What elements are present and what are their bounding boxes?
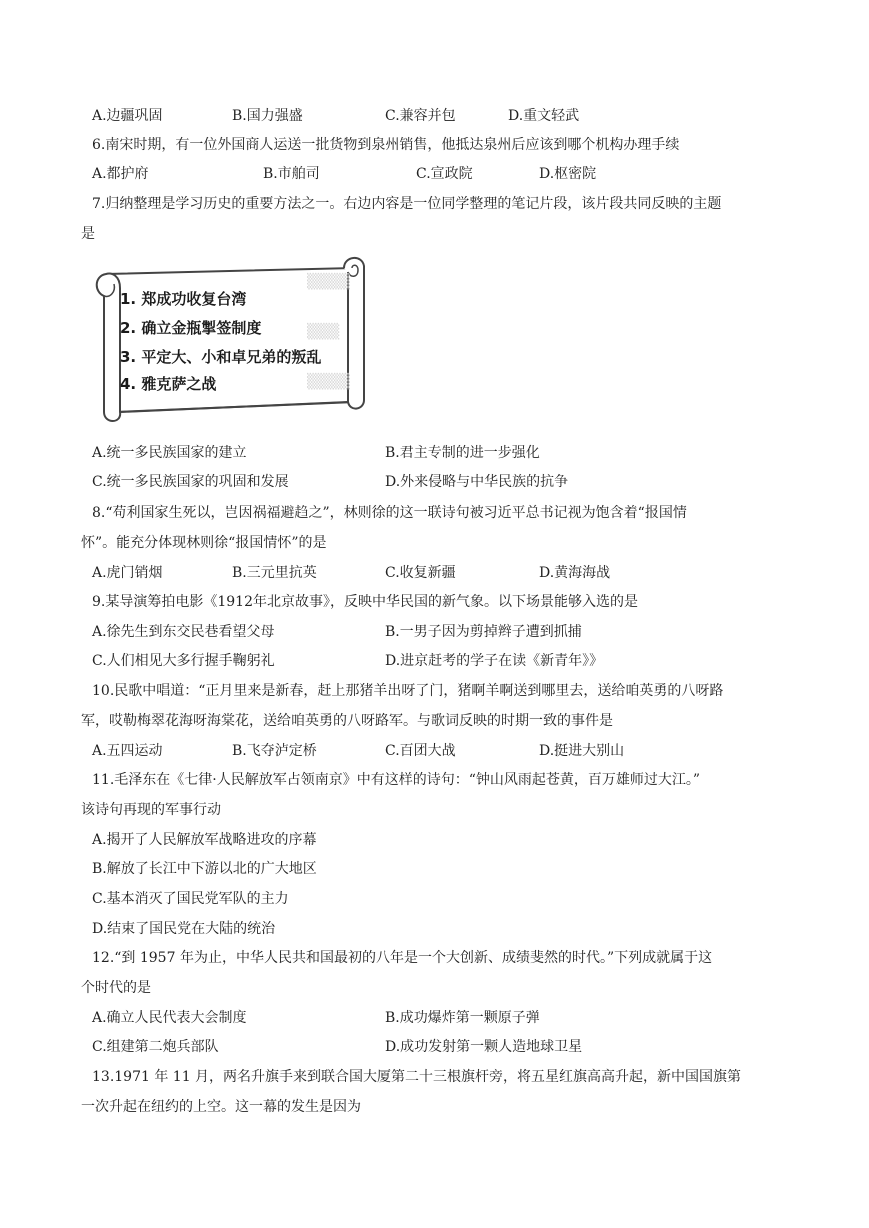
q12-option-d: D.成功发射第一颗人造地球卫星 <box>385 1039 583 1055</box>
q5-option-a: A.边疆巩固 <box>92 108 163 124</box>
q10-option-c: C.百团大战 <box>385 743 456 759</box>
q10-stem-line1: 10.民歌中唱道：“正月里来是新春，赶上那猪羊出呀了门，猪啊羊啊送到哪里去，送给咱英勇的八呀路 <box>92 683 724 699</box>
q8-option-a: A.虎门销烟 <box>92 565 163 581</box>
q6-option-b: B.市舶司 <box>263 166 320 182</box>
q6-option-d: D.枢密院 <box>539 166 597 182</box>
q13-stem-line1: 13.1971 年 11 月，两名升旗手来到联合国大厦第二十三根旗杆旁，将五星红旗高高升起，新中国国旗第 <box>92 1069 742 1085</box>
q9-option-c: C.人们相见大多行握手鞠躬礼 <box>92 653 275 669</box>
q5-option-c: C.兼容并包 <box>385 108 456 124</box>
q8-stem-line2: 怀”。能充分体现林则徐“报国情怀”的是 <box>81 535 327 551</box>
q7-option-a: A.统一多民族国家的建立 <box>92 445 247 461</box>
q10-option-a: A.五四运动 <box>92 743 163 759</box>
q6-option-c: C.宣政院 <box>416 166 473 182</box>
ghost-bleed-text: ▒▒▒▒ <box>307 374 351 390</box>
q9-option-d: D.进京赶考的学子在读《新青年》》 <box>385 653 604 669</box>
q8-option-d: D.黄海海战 <box>539 565 611 581</box>
q12-option-b: B.成功爆炸第一颗原子弹 <box>385 1010 540 1026</box>
q12-stem-line2: 个时代的是 <box>81 980 151 996</box>
scroll-item-2: 2. 确立金瓶掣签制度 <box>120 319 262 337</box>
q7-option-b: B.君主专制的进一步强化 <box>385 445 540 461</box>
q11-option-b: B.解放了长江中下游以北的广大地区 <box>92 861 317 877</box>
q9-stem: 9.某导演筹拍电影《1912年北京故事》，反映中华民国的新气象。以下场景能够入选的是 <box>92 594 638 610</box>
q7-stem-line2: 是 <box>81 226 95 242</box>
q6-stem: 6.南宋时期，有一位外国商人运送一批货物到泉州销售，他抵达泉州后应该到哪个机构办理手续 <box>92 137 680 153</box>
q12-option-a: A.确立人民代表大会制度 <box>92 1010 247 1026</box>
q12-stem-line1: 12.“到 1957 年为止，中华人民共和国最初的八年是一个大创新、成绩斐然的时代。”下列成就属于这 <box>92 950 713 966</box>
q6-option-a: A.都护府 <box>92 166 149 182</box>
q12-option-c: C.组建第二炮兵部队 <box>92 1039 219 1055</box>
q8-option-b: B.三元里抗英 <box>232 565 317 581</box>
q11-stem-line1: 11.毛泽东在《七律·人民解放军占领南京》中有这样的诗句：“钟山风雨起苍黄，百万雄师过大江。” <box>92 772 701 788</box>
ghost-bleed-text: ▒▒▒ <box>307 324 340 340</box>
scroll-item-1: 1. 郑成功收复台湾 <box>120 290 247 308</box>
q11-option-c: C.基本消灭了国民党军队的主力 <box>92 891 289 907</box>
q9-option-a: A.徐先生到东交民巷看望父母 <box>92 624 275 640</box>
q10-stem-line2: 军，哎勒梅翠花海呀海棠花，送给咱英勇的八呀路军。与歌词反映的时期一致的事件是 <box>81 713 613 729</box>
q7-stem-line1: 7.归纳整理是学习历史的重要方法之一。右边内容是一位同学整理的笔记片段，该片段共同反映的主题 <box>92 196 722 212</box>
q9-option-b: B.一男子因为剪掉辫子遭到抓捕 <box>385 624 582 640</box>
q13-stem-line2: 一次升起在纽约的上空。这一幕的发生是因为 <box>81 1099 361 1115</box>
q5-option-d: D.重文轻武 <box>508 108 580 124</box>
ghost-bleed-text: ▒▒▒▒ <box>307 274 351 290</box>
q11-stem-line2: 该诗句再现的军事行动 <box>81 802 221 818</box>
q10-option-d: D.挺进大别山 <box>539 743 625 759</box>
q5-option-b: B.国力强盛 <box>232 108 303 124</box>
scroll-item-3: 3. 平定大、小和卓兄弟的叛乱 <box>120 348 322 366</box>
q8-stem-line1: 8.“苟利国家生死以，岂因祸福避趋之”，林则徐的这一联诗句被习近平总书记视为饱含着“报国情 <box>92 505 687 521</box>
q11-option-a: A.揭开了人民解放军战略进攻的序幕 <box>92 832 317 848</box>
q7-option-d: D.外来侵略与中华民族的抗争 <box>385 474 569 490</box>
q11-option-d: D.结束了国民党在大陆的统治 <box>92 921 276 937</box>
q10-option-b: B.飞夺泸定桥 <box>232 743 317 759</box>
q8-option-c: C.收复新疆 <box>385 565 456 581</box>
notes-scroll-figure <box>92 252 372 430</box>
scroll-item-4: 4. 雅克萨之战 <box>120 375 217 393</box>
q7-option-c: C.统一多民族国家的巩固和发展 <box>92 474 289 490</box>
